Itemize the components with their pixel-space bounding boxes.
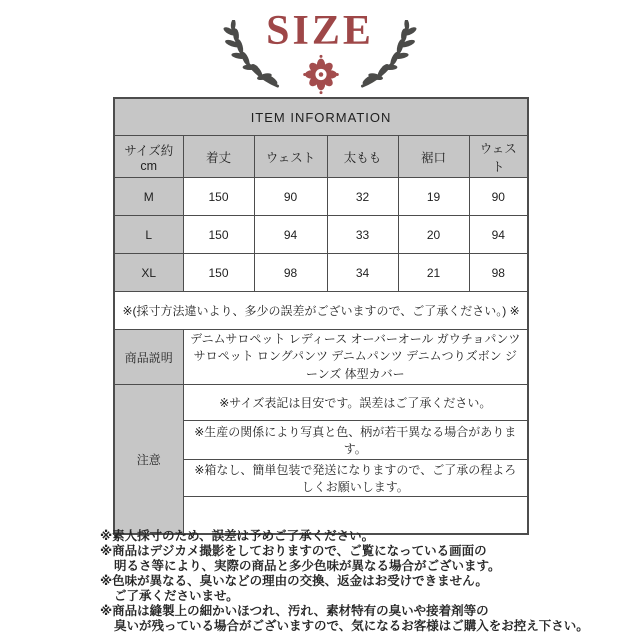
cell-value: 32: [327, 178, 398, 216]
table-title: ITEM INFORMATION: [114, 98, 528, 136]
measurement-note: ※(採寸方法違いより、多少の誤差がございますので、ご了承ください。) ※: [114, 292, 528, 330]
caution-label: 注意: [114, 385, 183, 535]
cell-value: 34: [327, 254, 398, 292]
cell-value: 19: [398, 178, 469, 216]
size-label: M: [114, 178, 183, 216]
cell-value: 33: [327, 216, 398, 254]
caution-item: ※サイズ表記は目安です。誤差はご了承ください。: [183, 385, 528, 421]
caution-item: ※生産の関係により写真と色、柄が若干異なる場合があります。: [183, 421, 528, 460]
table-row: [114, 216, 528, 254]
cell-value: 94: [469, 216, 528, 254]
size-header: [0, 0, 640, 97]
cell-value: 150: [183, 216, 254, 254]
item-information-table: [113, 97, 529, 535]
footer-note-line: ※素人採寸のため、誤差は予めご了承ください。: [100, 529, 375, 543]
footer-note-line: ※商品はデジカメ撮影をしておりますので、ご覧になっている画面の: [100, 544, 487, 558]
description-text: デニムサロペット レディース オーバーオール ガウチョパンツ サロペット ロングパンツ デニムパンツ デニムつりズボン ジーンズ 体型カバー: [183, 330, 528, 385]
column-header-hem: 裾口: [398, 136, 469, 178]
footer-note-line: 明るさ等により、実際の商品と多少色味が異なる場合がございます。: [114, 559, 501, 573]
cell-value: 98: [254, 254, 327, 292]
column-header-length: 着丈: [183, 136, 254, 178]
footer-note-line: ※商品は縫製上の細かいほつれ、汚れ、素材特有の臭いや接着剤等の: [100, 604, 489, 618]
cell-value: 90: [469, 178, 528, 216]
cell-value: 98: [469, 254, 528, 292]
column-header-waist: ウェスト: [254, 136, 327, 178]
size-label: XL: [114, 254, 183, 292]
footer-note-line: 臭いが残っている場合がございますので、気になるお客様はご購入をお控え下さい。: [114, 619, 589, 633]
column-header-size: サイズ約cm: [114, 136, 183, 178]
table-row: [114, 178, 528, 216]
footer-note-line: ※色味が異なる、臭いなどの理由の交換、返金はお受けできません。: [100, 574, 488, 588]
footer-note-line: ご了承くださいませ。: [114, 589, 239, 603]
table-row: [114, 254, 528, 292]
flower-icon: [302, 54, 340, 95]
page-title: SIZE: [266, 8, 374, 54]
cell-value: 90: [254, 178, 327, 216]
cell-value: 150: [183, 254, 254, 292]
cell-value: 20: [398, 216, 469, 254]
size-label: L: [114, 216, 183, 254]
cell-value: 150: [183, 178, 254, 216]
caution-item: ※箱なし、簡単包装で発送になりますので、ご了承の程よろしくお願いします。: [183, 460, 528, 497]
cell-value: 94: [254, 216, 327, 254]
cell-value: 21: [398, 254, 469, 292]
column-header-waist2: ウェスト: [469, 136, 528, 178]
footer-notes: [100, 529, 600, 634]
column-header-thigh: 太もも: [327, 136, 398, 178]
description-label: 商品説明: [114, 330, 183, 385]
laurel-branch-right-icon: [354, 20, 418, 88]
